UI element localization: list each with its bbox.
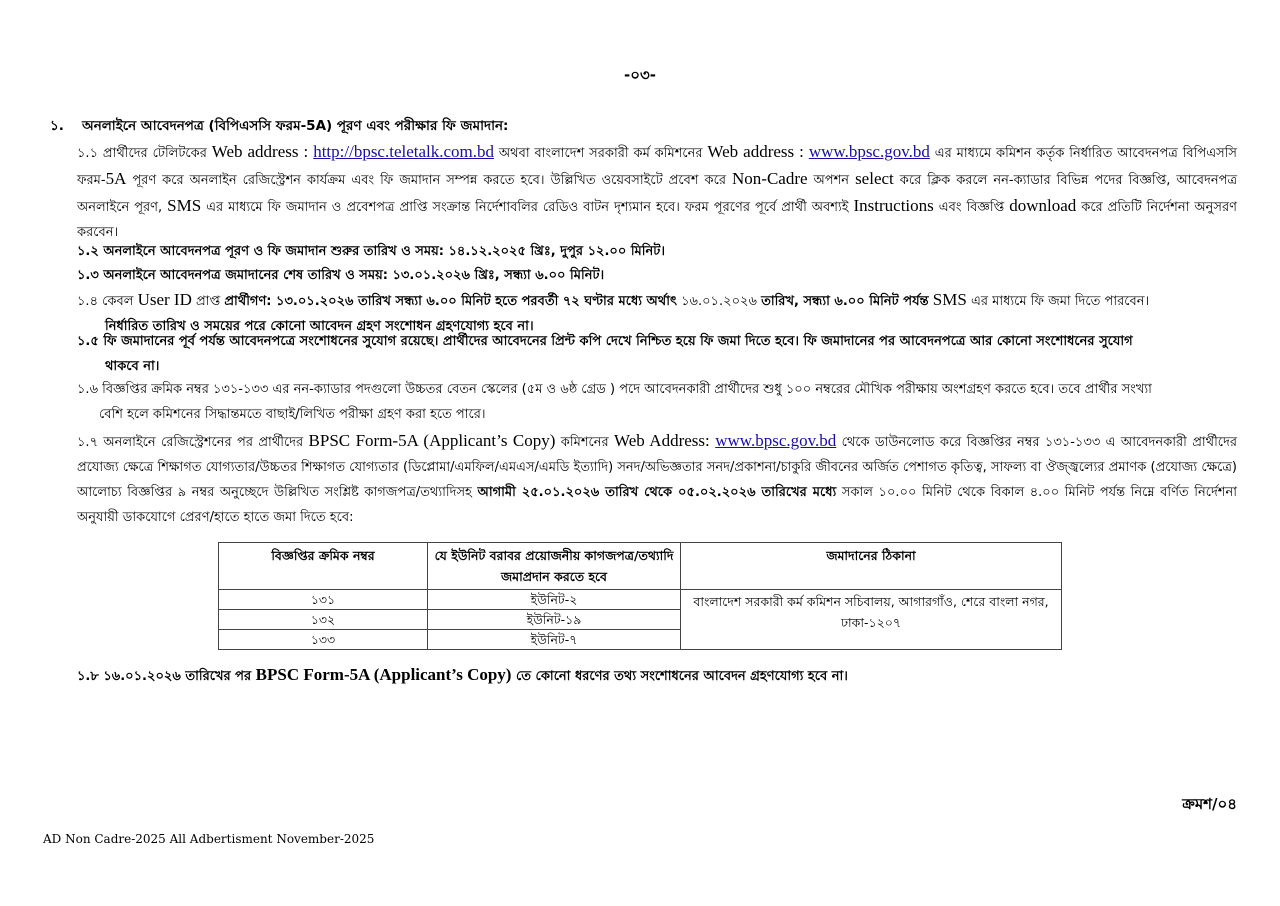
text: সকাল ১০.০০ মিনিট থেকে বিকাল ৪.০০ মিনিট পর্যন্ত নিম্নে বর্ণিত নির্দেশনা অনুযায়ী ডাকযোগে প্রেরণ/হাতে হাতে জমা দিতে হবে: [77,485,1237,525]
header-unit: যে ইউনিট বরাবর প্রয়োজনীয় কাগজপত্র/তথ্যাদি জমাপ্রদান করতে হবে [428,543,681,590]
text: BPSC Form-5A (Applicant’s Copy) [255,665,512,684]
text: ১৬.০১.২০২৬ তারিখের পর [98,669,256,684]
header-address: জমাদানের ঠিকানা [681,543,1062,590]
text: download [1009,196,1077,215]
text: তে কোনো ধরণের তথ্য সংশোধনের আবেদন গ্রহণযোগ্য হবে না। [511,669,848,684]
footer-text: AD Non Cadre-2025 All Adbertisment November-2025 [43,832,375,846]
item-number: ১.২ [77,244,99,259]
continued-label: ক্রমশ/০৪ [1182,795,1237,813]
section-heading [50,115,508,138]
cell-unit: ইউনিট-১৯ [428,610,681,630]
text: Web address : [211,142,314,161]
text: তারিখ, সন্ধ্যা ৬.০০ মিনিট পর্যন্ত [761,294,929,309]
text: অনলাইনে রেজিস্ট্রেশনের পর প্রার্থীদের [98,435,309,450]
text: এর মাধ্যমে ফি জমাদান ও প্রবেশপত্র প্রাপ্তি সংক্রান্ত নির্দেশাবলির রেডিও বাটন দৃশ্যমান হবে। ফরম পূরণের পূর্বে প্রার্থী অবশ্যই [201,200,854,215]
cell-address: বাংলাদেশ সরকারী কর্ম কমিশন সচিবালয়, আগারগাঁও, শেরে বাংলা নগর, ঢাকা-১২০৭ [681,590,1062,650]
item-text: বিজ্ঞপ্তির ক্রমিক নম্বর ১৩১-১৩৩ এর নন-ক্যাডার পদগুলো উচ্চতর বেতন স্কেলের (৫ম ও ৬ষ্ঠ গ্রেড ) পদে আবেদনকারী প্রার্থীদের শুধু ১০০ নম্বরের মৌখিক পরীক্ষায় অংশগ্রহণ করতে হবে। তবে প্রার্থীর সংখ্যা [98,382,1152,397]
text: নির্ধারিত তারিখ ও সময়ের পরে কোনো আবেদন গ্রহণ সংশোধন গ্রহণযোগ্য হবে না। [105,319,534,334]
text: অপশন [807,173,856,188]
item-number: ১.৪ [77,294,99,309]
item-1-8 [77,662,1237,689]
text: SMS [928,290,967,309]
page-number: -০৩- [624,66,656,84]
item-number: ১.৭ [77,435,99,450]
text: এর মাধ্যমে ফি জমা দিতে পারবেন। [966,294,1150,309]
text: select [855,169,894,188]
section-title: অনলাইনে আবেদনপত্র (বিপিএসসি ফরম-5A) পূরণ এবং পরীক্ষার ফি জমাদান: [82,118,509,134]
cell-unit: ইউনিট-২ [428,590,681,610]
item-text: ফি জমাদানের পূর্ব পর্যন্ত আবেদনপত্রে সংশোধনের সুযোগ রয়েছে। প্রার্থীদের আবেদনের প্রিন্ট কপি দেখে নিশ্চিত হয়ে ফি জমা দিতে হবে। ফি জমাদানের পর আবেদনপত্রে আর কোনো সংশোধনের সুযোগ [98,334,1133,349]
table-header-row [219,543,1062,590]
item-text: অনলাইনে আবেদনপত্র পূরণ ও ফি জমাদান শুরুর তারিখ ও সময়: ১৪.১২.২০২৫ খ্রিঃ, দুপুর ১২.০০ মিনিট। [98,244,665,259]
bpsc-link[interactable]: www.bpsc.gov.bd [715,431,837,450]
submission-table [218,542,1062,650]
teletalk-link[interactable]: http://bpsc.teletalk.com.bd [313,142,495,161]
text: পূরণ করে অনলাইন রেজিস্ট্রেশন কার্যক্রম এবং ফি জমাদান সম্পন্ন করতে হবে। উল্লিখিত ওয়েবসাইটে প্রবেশ করে [126,173,732,188]
text: করে ক্লিক করলে নন-ক্যাডার বিভিন্ন পদের বিজ্ঞপ্তি, আবেদনপত্র অনলাইনে পূরণ, [77,173,1237,215]
section-number: ১. [50,118,64,134]
item-1-5 [77,329,1237,379]
item-number: ১.৩ [77,268,99,283]
text: ১৬.০১.২০২৬ [676,294,762,309]
item-number: ১.৫ [77,334,99,349]
item-number: ১.৮ [77,669,99,684]
text: করে প্রতিটি নির্দেশনা অনুসরণ করবেন। [77,200,1237,240]
item-number: ১.১ [77,146,99,161]
item-1-1 [77,139,1237,245]
cell-serial: ১৩৩ [219,630,428,650]
bpsc-link[interactable]: www.bpsc.gov.bd [808,142,930,161]
text: Web Address: [614,431,716,450]
text: কমিশনের [555,435,615,450]
text: Non-Cadre [732,169,808,188]
table-row [219,590,1062,610]
text: প্রার্থীগণ: ১৩.০১.২০২৬ তারিখ সন্ধ্যা ৬.০০ মিনিট হতে পরবর্তী ৭২ ঘণ্টার মধ্যে অর্থাৎ [224,294,677,309]
cell-serial: ১৩২ [219,610,428,630]
text: থাকবে না। [105,359,160,374]
text: থেকে ডাউনলোড করে বিজ্ঞপ্তির নম্বর ১৩১-১৩৩ এ আবেদনকারী প্রার্থীদের প্রযোজ্য ক্ষেত্রে শিক্ষাগত যোগ্যতার/উচ্চতর শিক্ষাগত যোগ্যতার (ডিপ্লোমা/এমফিল/এমএস/এমডি ইত্যাদি) সনদ/অভিজ্ঞতার সনদ/প্রকাশনা/চাকুরি জীবনের অর্জিত পেশাগত কৃতিত্ব, সাফল্য বা ঔজ্জ্বল্যের প্রমাণক (প্রযোজ্য ক্ষেত্রে) আলোচ্য বিজ্ঞপ্তির ৯ নম্বর অনুচ্ছেদে উল্লিখিত সংশ্লিষ্ট কাগজপত্র/তথ্যাদিসহ [77,435,1238,500]
text: আগামী ২৫.০১.২০২৬ তারিখ থেকে ০৫.০২.২০২৬ তারিখের মধ্যে [477,485,837,500]
item-text: অনলাইনে আবেদনপত্র জমাদানের শেষ তারিখ ও সময়: ১৩.০১.২০২৬ খ্রিঃ, সন্ধ্যা ৬.০০ মিনিট। [98,268,605,283]
text: এর মাধ্যমে কমিশন কর্তৃক নির্ধারিত আবেদনপত্র বিপিএসসি ফরম- [77,146,1238,188]
text: 5A [105,169,127,188]
text: Web address : [707,142,809,161]
text: প্রাপ্ত [191,294,225,309]
item-1-6 [77,377,1237,427]
text: BPSC Form-5A (Applicant’s Copy) [308,431,556,450]
item-number: ১.৬ [77,382,99,397]
item-1-7 [77,428,1237,530]
cell-serial: ১৩১ [219,590,428,610]
text: অথবা বাংলাদেশ সরকারী কর্ম কমিশনের [494,146,708,161]
text: SMS [167,196,202,215]
cell-unit: ইউনিট-৭ [428,630,681,650]
text: বেশি হলে কমিশনের সিদ্ধান্তমতে বাছাই/লিখিত পরীক্ষা গ্রহণ করা হতে পারে। [99,407,486,422]
item-1-2 [77,239,1237,264]
text: কেবল [98,294,138,309]
text: প্রার্থীদের টেলিটকের [98,146,212,161]
text: Instructions [853,196,934,215]
text: User ID [137,290,192,309]
header-serial: বিজ্ঞপ্তির ক্রমিক নম্বর [219,543,428,590]
text: এবং বিজ্ঞপ্তি [933,200,1010,215]
item-1-3 [77,263,1237,288]
